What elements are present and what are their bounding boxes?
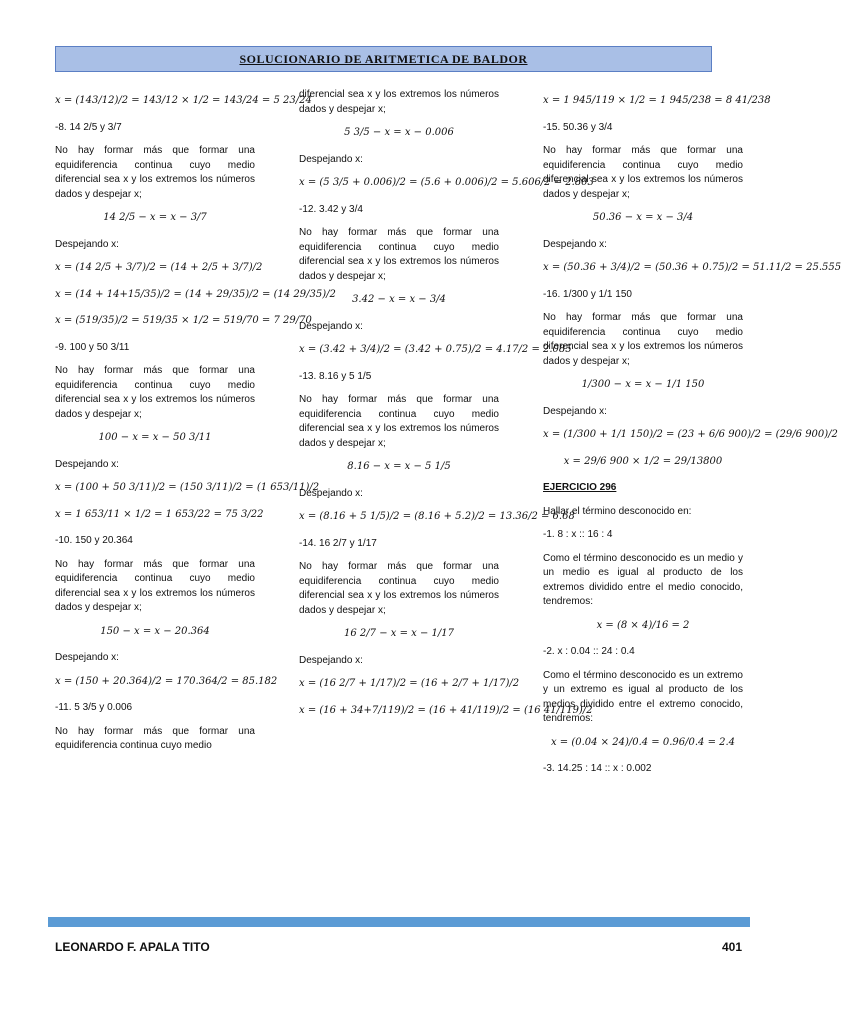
equation: x = (0.04 × 24)/0.4 = 0.96/0.4 = 2.4 <box>550 736 736 748</box>
problem-label: Despejando x: <box>299 654 363 666</box>
paragraph: No hay formar más que formar una equidiferencia continua cuyo medio diferencial sea x y los extremos los números dados y despejar x; <box>55 145 255 200</box>
equation: x = (3.42 + 3/4)/2 = (3.42 + 0.75)/2 = 4.17/2 = 2.085 <box>299 344 572 355</box>
page-header-title: SOLUCIONARIO DE ARITMETICA DE BALDOR <box>55 46 712 72</box>
equation: x = (1/300 + 1/1 150)/2 = (23 + 6/6 900)/2 = (29/6 900)/2 <box>543 429 838 440</box>
problem-label: -15. 50.36 y 3/4 <box>543 121 613 133</box>
paragraph: No hay formar más que formar una equidiferencia continua cuyo medio diferencial sea x y los extremos los números dados y despejar x; <box>299 561 499 616</box>
equation: x = (150 + 20.364)/2 = 170.364/2 = 85.182 <box>55 675 278 687</box>
problem-label: -13. 8.16 y 5 1/5 <box>299 370 372 382</box>
problem-label: Despejando x: <box>299 487 363 499</box>
problem-label: Despejando x: <box>543 238 607 250</box>
paragraph: Como el término desconocido es un medio y un medio es igual al producto de los extremos dividido entre el medio conocido, tendremos: <box>543 552 743 607</box>
problem-label: Despejando x: <box>55 652 119 663</box>
problem-label: -10. 150 y 20.364 <box>55 535 133 546</box>
equation: 16 2/7 − x = x − 1/17 <box>344 628 454 639</box>
equation: x = (14 + 14+15/35)/2 = (14 + 29/35)/2 = (14 29/35)/2 <box>55 288 336 300</box>
equation: 1/300 − x = x − 1/1 150 <box>581 379 705 390</box>
paragraph: No hay formar más que formar una equidiferencia continua cuyo medio diferencial sea x y los extremos los números dados y despejar x; <box>55 558 255 613</box>
equation: x = (50.36 + 3/4)/2 = (50.36 + 0.75)/2 = 51.11/2 = 25.555 <box>543 262 841 273</box>
equation: x = (14 2/5 + 3/7)/2 = (14 + 2/5 + 3/7)/2 <box>55 262 263 273</box>
problem-label: -11. 5 3/5 y 0.006 <box>55 702 133 713</box>
problem-label: -12. 3.42 y 3/4 <box>299 203 363 215</box>
equation: x = 1 653/11 × 1/2 = 1 653/22 = 75 3/22 <box>55 508 264 520</box>
footer-author: LEONARDO F. APALA TITO <box>55 940 210 954</box>
equation: x = 29/6 900 × 1/2 = 29/13800 <box>563 455 723 467</box>
equation: 150 − x = x − 20.364 <box>100 625 210 637</box>
problem-label: -14. 16 2/7 y 1/17 <box>299 537 377 549</box>
problem-label: Despejando x: <box>55 458 119 470</box>
problem-label: -16. 1/300 y 1/1 150 <box>543 288 632 300</box>
section-heading: EJERCICIO 296 <box>543 482 617 493</box>
paragraph: No hay formar más que formar una equidiferencia continua cuyo medio diferencial sea x y los extremos los números dados y despejar x; <box>55 365 255 420</box>
page-number: 401 <box>721 940 742 954</box>
problem-label: -8. 14 2/5 y 3/7 <box>55 121 122 133</box>
problem-label: -9. 100 y 50 3/11 <box>55 341 130 353</box>
paragraph: diferencial sea x y los extremos los números dados y despejar x; <box>299 89 499 115</box>
equation: x = 1 945/119 × 1/2 = 1 945/238 = 8 41/238 <box>543 95 771 106</box>
problem-label: -2. x : 0.04 :: 24 : 0.4 <box>543 646 635 657</box>
equation: x = (519/35)/2 = 519/35 × 1/2 = 519/70 = 7 29/70 <box>55 315 312 326</box>
equation: 5 3/5 − x = x − 0.006 <box>344 127 454 138</box>
equation: x = (16 2/7 + 1/17)/2 = (16 + 2/7 + 1/17)/2 <box>299 678 520 689</box>
equation: 8.16 − x = x − 5 1/5 <box>347 461 451 472</box>
equation: 100 − x = x − 50 3/11 <box>98 432 212 443</box>
paragraph: No hay formar más que formar una equidiferencia continua cuyo medio diferencial sea x y los extremos los números dados y despejar x; <box>543 312 743 367</box>
equation: x = (8 × 4)/16 = 2 <box>596 619 690 631</box>
paragraph: No hay formar más que formar una equidiferencia continua cuyo medio diferencial sea x y los extremos los números dados y despejar x; <box>543 145 743 200</box>
problem-label: -3. 14.25 : 14 :: x : 0.002 <box>543 763 652 774</box>
paragraph: No hay formar más que formar una equidiferencia continua cuyo medio <box>55 725 255 751</box>
equation: 3.42 − x = x − 3/4 <box>352 294 446 305</box>
equation: x = (5 3/5 + 0.006)/2 = (5.6 + 0.006)/2 = 5.606/2 = 2.803 <box>299 177 594 188</box>
paragraph: Como el término desconocido es un extremo y un extremo es igual al producto de los medios dividido entre el extremo conocido, tendremos: <box>543 669 743 724</box>
problem-label: Despejando x: <box>299 320 363 332</box>
equation: 14 2/5 − x = x − 3/7 <box>103 212 207 223</box>
problem-label: Hallar el término desconocido en: <box>543 505 692 517</box>
footer-bar <box>48 917 750 927</box>
paragraph: No hay formar más que formar una equidiferencia continua cuyo medio diferencial sea x y los extremos los números dados y despejar x; <box>299 394 499 449</box>
equation: x = (100 + 50 3/11)/2 = (150 3/11)/2 = (1 653/11)/2 <box>55 482 320 493</box>
equation: x = (143/12)/2 = 143/12 × 1/2 = 143/24 = 5 23/24 <box>55 95 312 106</box>
problem-label: Despejando x: <box>543 405 607 417</box>
problem-label: Despejando x: <box>299 153 363 165</box>
equation: x = (16 + 34+7/119)/2 = (16 + 41/119)/2 = (16 41/119)/2 <box>299 704 593 716</box>
problem-label: Despejando x: <box>55 238 119 250</box>
equation: x = (8.16 + 5 1/5)/2 = (8.16 + 5.2)/2 = 13.36/2 = 6.68 <box>299 511 575 522</box>
paragraph: No hay formar más que formar una equidiferencia continua cuyo medio diferencial sea x y los extremos los números dados y despejar x; <box>299 227 499 282</box>
equation: 50.36 − x = x − 3/4 <box>592 212 694 223</box>
column-3 <box>543 88 841 786</box>
problem-label: -1. 8 : x :: 16 : 4 <box>543 529 613 540</box>
